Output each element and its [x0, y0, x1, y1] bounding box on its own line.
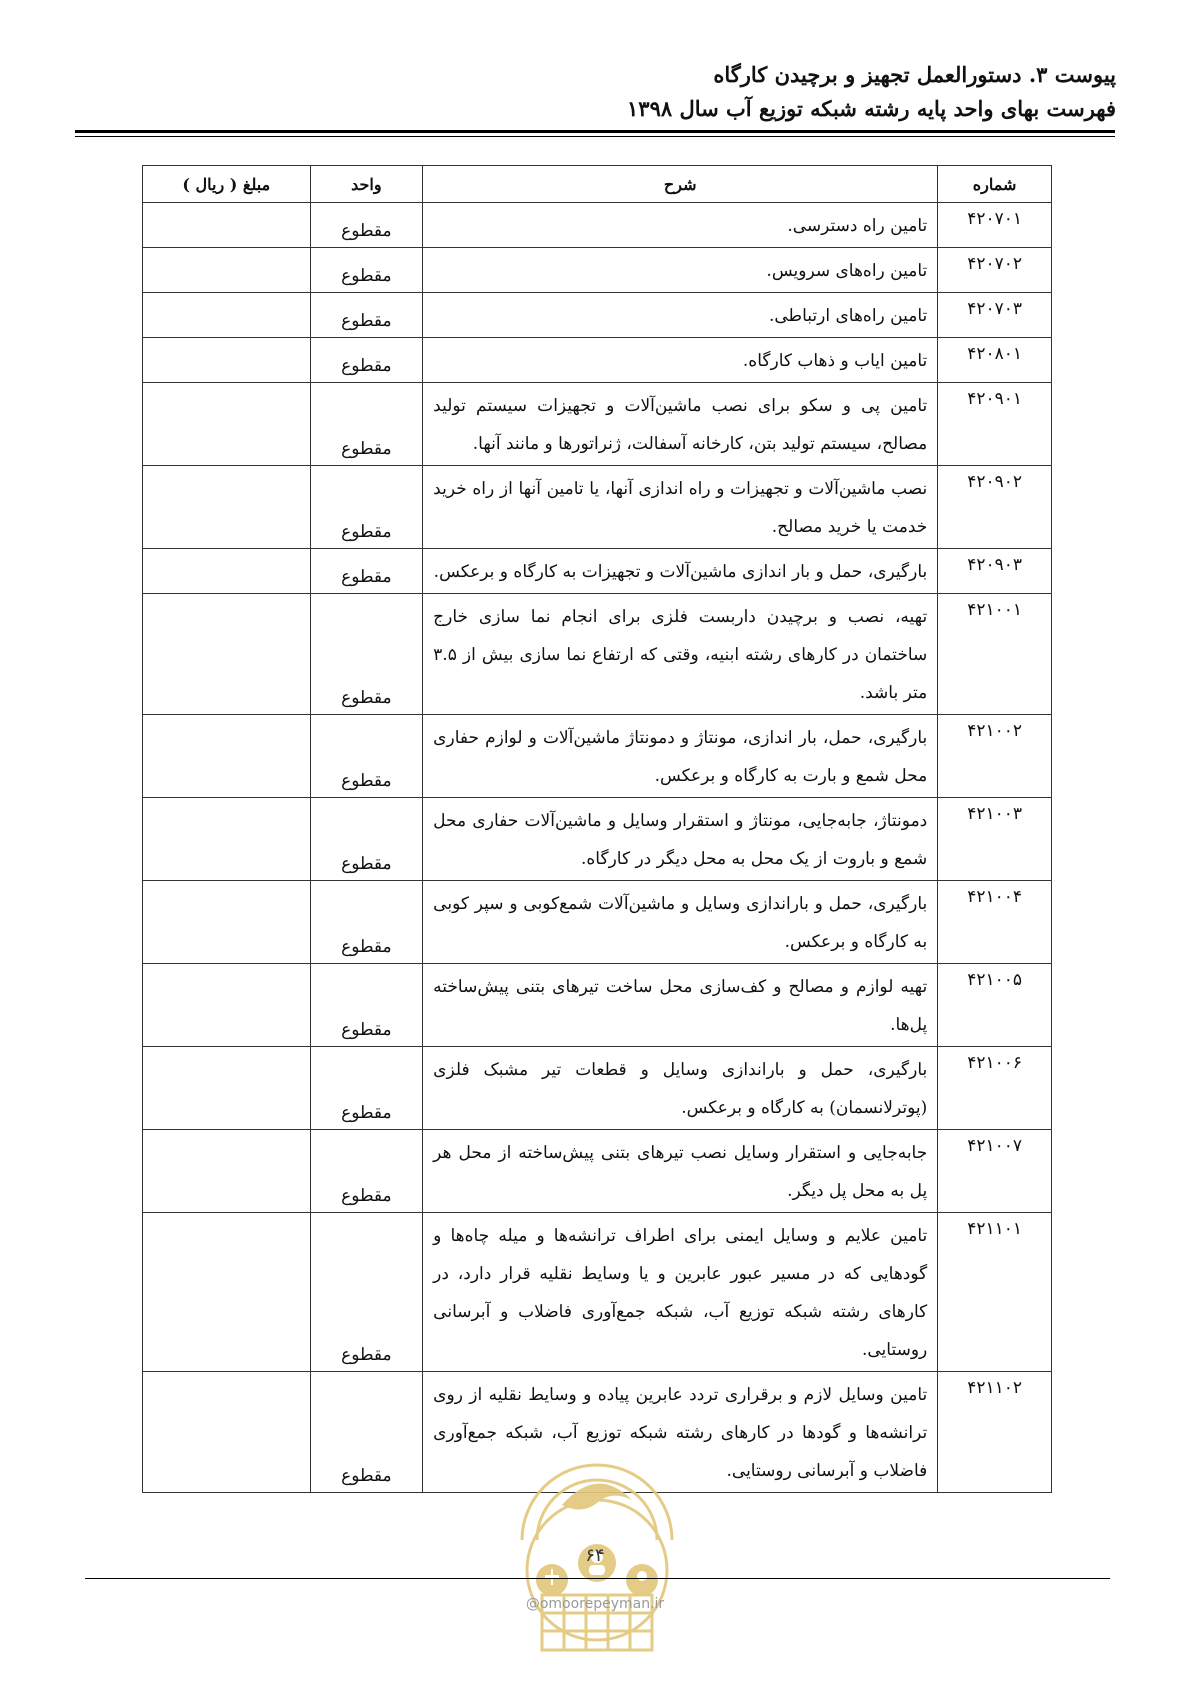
item-description: بارگیری، حمل و بار اندازی ماشین‌آلات و تجهیزات به کارگاه و برعکس. — [423, 549, 938, 594]
item-number: ۴۲۰۹۰۲ — [938, 466, 1052, 549]
item-description: تامین ایاب و ذهاب کارگاه. — [423, 338, 938, 383]
item-unit: مقطوع — [310, 203, 423, 248]
item-unit: مقطوع — [310, 964, 423, 1047]
item-description: بارگیری، حمل و باراندازی وسایل و قطعات تیر مشبک فلزی (پوترلانسمان) به کارگاه و برعکس. — [423, 1047, 938, 1130]
item-unit: مقطوع — [310, 466, 423, 549]
price-table — [142, 165, 1052, 1493]
item-description: جابه‌جایی و استقرار وسایل نصب تیرهای بتنی پیش‌ساخته از محل هر پل به محل پل دیگر. — [423, 1130, 938, 1213]
header-number: شماره — [938, 166, 1052, 203]
item-number: ۴۲۰۷۰۳ — [938, 293, 1052, 338]
item-description: تهیه لوازم و مصالح و کف‌سازی محل ساخت تیرهای بتنی پیش‌ساخته پل‌ها. — [423, 964, 938, 1047]
table-row — [143, 594, 1052, 715]
item-description: تهیه، نصب و برچیدن داربست فلزی برای انجام نما سازی خارج ساختمان در کارهای رشته ابنیه، وقتی که ارتفاع نما سازی بیش از ۳.۵ متر باشد. — [423, 594, 938, 715]
item-amount — [143, 203, 311, 248]
item-unit: مقطوع — [310, 881, 423, 964]
item-description: تامین علایم و وسایل ایمنی برای اطراف ترانشه‌ها و میله چاه‌ها و گودهایی که در مسیر عبور عابرین و یا وسایط نقلیه قرار دارد، در کارهای رشته شبکه توزیع آب، شبکه جمع‌آوری فاضلاب و آبرسانی روستایی. — [423, 1213, 938, 1372]
item-unit: مقطوع — [310, 549, 423, 594]
item-amount — [143, 293, 311, 338]
item-amount — [143, 881, 311, 964]
header-rule-thin — [75, 136, 1115, 137]
table-row — [143, 338, 1052, 383]
table-row — [143, 715, 1052, 798]
item-unit: مقطوع — [310, 594, 423, 715]
item-amount — [143, 248, 311, 293]
item-amount — [143, 383, 311, 466]
table-row — [143, 1213, 1052, 1372]
item-unit: مقطوع — [310, 1130, 423, 1213]
table-row — [143, 383, 1052, 466]
table-row — [143, 1047, 1052, 1130]
item-amount — [143, 798, 311, 881]
item-number: ۴۲۱۱۰۲ — [938, 1372, 1052, 1493]
item-number: ۴۲۰۹۰۳ — [938, 549, 1052, 594]
item-unit: مقطوع — [310, 293, 423, 338]
header-rule-thick — [75, 130, 1115, 133]
page-header — [76, 58, 1116, 126]
item-description: تامین پی و سکو برای نصب ماشین‌آلات و تجهیزات سیستم تولید مصالح، سیستم تولید بتن، کارخانه آسفالت، ژنراتورها و مانند آنها. — [423, 383, 938, 466]
page-number: ۶۴ — [585, 1545, 605, 1566]
item-description: دمونتاژ، جابه‌جایی، مونتاژ و استقرار وسایل و ماشین‌آلات حفاری محل شمع و باروت از یک محل به محل دیگر در کارگاه. — [423, 798, 938, 881]
item-amount — [143, 594, 311, 715]
item-number: ۴۲۱۰۰۷ — [938, 1130, 1052, 1213]
table-row — [143, 203, 1052, 248]
item-description: تامین راه‌های سرویس. — [423, 248, 938, 293]
appendix-title: پیوست ۳. دستورالعمل تجهیز و برچیدن کارگاه — [713, 62, 1116, 87]
item-description: بارگیری، حمل، بار اندازی، مونتاژ و دمونتاژ ماشین‌آلات و لوازم حفاری محل شمع و بارت به کارگاه و برعکس. — [423, 715, 938, 798]
item-description: تامین راه دسترسی. — [423, 203, 938, 248]
item-amount — [143, 549, 311, 594]
header-description: شرح — [423, 166, 938, 203]
item-unit: مقطوع — [310, 715, 423, 798]
item-number: ۴۲۱۰۰۴ — [938, 881, 1052, 964]
item-number: ۴۲۱۱۰۱ — [938, 1213, 1052, 1372]
item-amount — [143, 1213, 311, 1372]
item-description: تامین راه‌های ارتباطی. — [423, 293, 938, 338]
item-description: تامین وسایل لازم و برقراری تردد عابرین پیاده و وسایط نقلیه از روی ترانشه‌ها و گودها در کارهای رشته شبکه توزیع آب، شبکه جمع‌آوری فاضلاب و آبرسانی روستایی. — [423, 1372, 938, 1493]
table-row — [143, 1130, 1052, 1213]
item-number: ۴۲۰۸۰۱ — [938, 338, 1052, 383]
table-row — [143, 798, 1052, 881]
item-description: نصب ماشین‌آلات و تجهیزات و راه اندازی آنها، یا تامین آنها از راه خرید خدمت یا خرید مصالح. — [423, 466, 938, 549]
item-amount — [143, 1130, 311, 1213]
item-number: ۴۲۰۷۰۲ — [938, 248, 1052, 293]
item-description: بارگیری، حمل و باراندازی وسایل و ماشین‌آلات شمع‌کوبی و سپر کوبی به کارگاه و برعکس. — [423, 881, 938, 964]
item-unit: مقطوع — [310, 1047, 423, 1130]
item-amount — [143, 338, 311, 383]
header-amount: مبلغ ( ریال ) — [143, 166, 311, 203]
table-row — [143, 466, 1052, 549]
table-row — [143, 293, 1052, 338]
item-number: ۴۲۱۰۰۳ — [938, 798, 1052, 881]
item-number: ۴۲۰۹۰۱ — [938, 383, 1052, 466]
item-number: ۴۲۱۰۰۲ — [938, 715, 1052, 798]
item-unit: مقطوع — [310, 1372, 423, 1493]
item-number: ۴۲۱۰۰۱ — [938, 594, 1052, 715]
table-header-row — [143, 166, 1052, 203]
footer-rule — [85, 1578, 1110, 1579]
item-unit: مقطوع — [310, 798, 423, 881]
item-amount — [143, 715, 311, 798]
document-title: فهرست بهای واحد پایه رشته شبکه توزیع آب سال ۱۳۹۸ — [627, 96, 1116, 121]
item-unit: مقطوع — [310, 383, 423, 466]
item-unit: مقطوع — [310, 338, 423, 383]
item-amount — [143, 466, 311, 549]
item-amount — [143, 964, 311, 1047]
item-amount — [143, 1047, 311, 1130]
item-amount — [143, 1372, 311, 1493]
item-number: ۴۲۰۷۰۱ — [938, 203, 1052, 248]
item-unit: مقطوع — [310, 248, 423, 293]
header-unit: واحد — [310, 166, 423, 203]
item-number: ۴۲۱۰۰۶ — [938, 1047, 1052, 1130]
table-row — [143, 964, 1052, 1047]
table-row — [143, 881, 1052, 964]
table-row — [143, 248, 1052, 293]
table-row — [143, 549, 1052, 594]
item-number: ۴۲۱۰۰۵ — [938, 964, 1052, 1047]
footer-handle: @omoorepeyman.ir — [525, 1596, 665, 1612]
item-unit: مقطوع — [310, 1213, 423, 1372]
